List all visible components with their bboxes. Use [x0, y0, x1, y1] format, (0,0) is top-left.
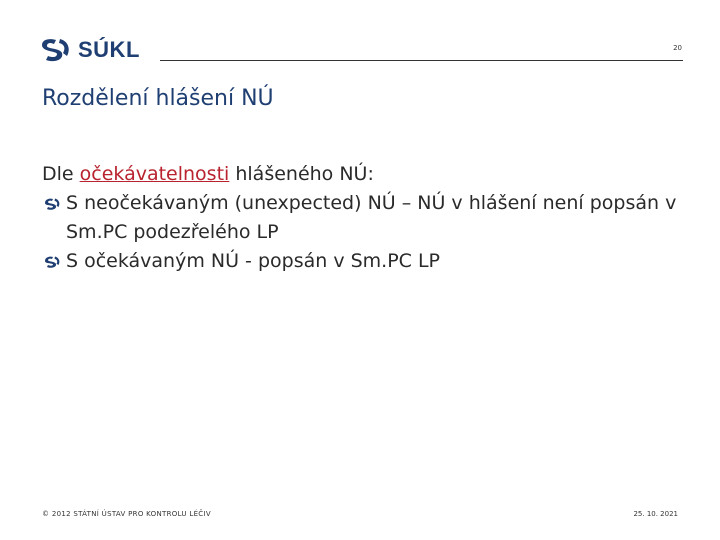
bullet-icon [42, 189, 62, 218]
intro-highlight: očekávatelnosti [79, 163, 230, 185]
header-divider [160, 60, 683, 61]
footer-copyright: © 2012 STÁTNÍ ÚSTAV PRO KONTROLU LÉČIV [42, 510, 211, 518]
intro-prefix: Dle [42, 163, 80, 185]
intro-suffix: hlášeného NÚ: [229, 163, 374, 185]
list-item [42, 247, 682, 276]
sukl-logo-icon [38, 35, 72, 65]
bullet-text: S neočekávaným (unexpected) NÚ – NÚ v hlášení není popsán v Sm.PC podezřelého LP [66, 192, 677, 243]
bullet-text: S očekávaným NÚ - popsán v Sm.PC LP [66, 250, 441, 272]
footer-date: 25. 10. 2021 [633, 510, 678, 518]
list-item [42, 189, 682, 247]
slide-title: Rozdělení hlášení NÚ [42, 86, 274, 111]
bullet-icon [42, 247, 62, 276]
slide-number: 20 [673, 44, 682, 52]
slide-content [42, 160, 682, 276]
logo-text: SÚKL [78, 37, 140, 62]
sukl-logo [38, 34, 140, 66]
intro-line [42, 160, 682, 189]
